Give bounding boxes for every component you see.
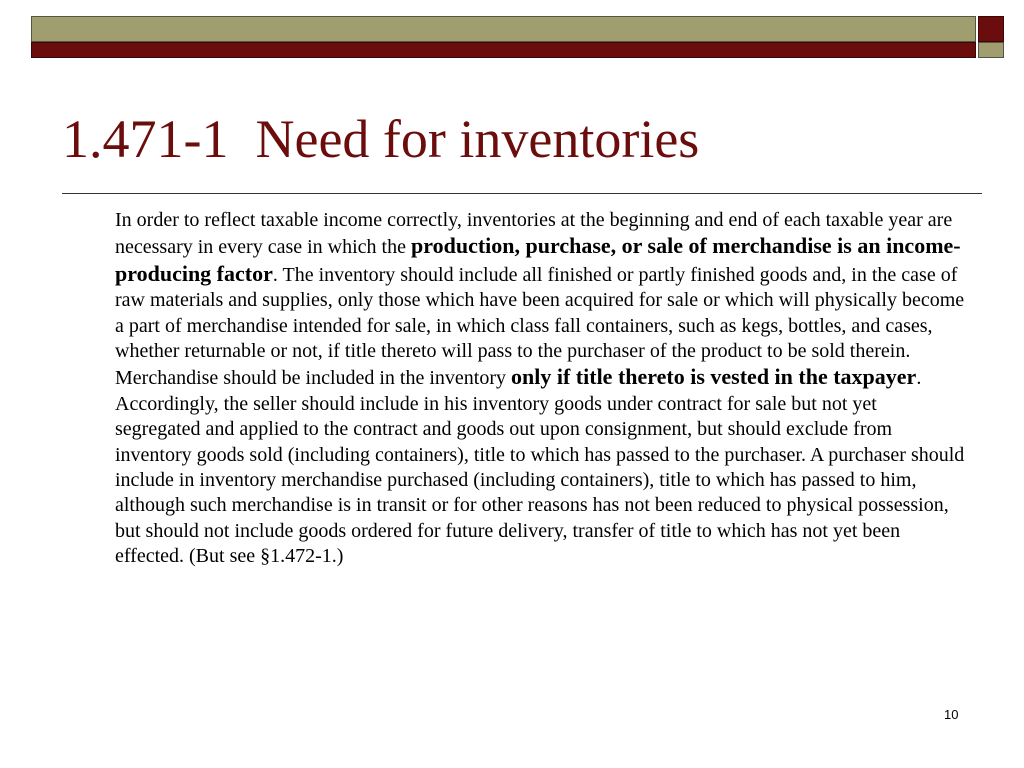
body-paragraph <box>115 208 965 570</box>
body-text-segment: In order to reflect taxable income correctly, inventories at the beginning and end of each taxable year are necessary in every case in which the <box>115 209 953 259</box>
body-text-segment: . Accordingly, the seller should include in his inventory goods under contract for sale but not yet segregated and applied to the contract and goods out upon consignment, but should exclude from inventory goods sold (including containers), title to which has passed to the purchaser. A purchaser should include in inventory merchandise purchased (including containers), title to which has passed to him, although such merchandise is in transit or for other reasons has not been reduced to physical possession, but should not include goods ordered for future delivery, transfer of title to which has not yet been effected. (But see §1.472-1.) <box>115 367 965 568</box>
slide-number: 10 <box>944 707 959 722</box>
header-bar-bottom <box>31 42 976 58</box>
body-emphasis-title-vested: only if title thereto is vested in the taxpayer <box>511 364 917 390</box>
corner-square-top <box>978 16 1004 42</box>
body-emphasis-production: production, purchase, or sale of merchandise is an income-producing factor <box>115 233 961 286</box>
corner-square-bottom <box>978 42 1004 58</box>
title-divider <box>62 193 982 194</box>
slide-title: 1.471-1 Need for inventories <box>62 109 700 169</box>
header-bar-top <box>31 16 976 42</box>
body-text-segment: . The inventory should include all finished or partly finished goods and, in the case of raw materials and supplies, only those which have been acquired for sale or which will physically become a part of merchandise intended for sale, in which class fall containers, such as kegs, bottles, and cases, whether returnable or not, if title thereto will pass to the purchaser of the product to be sold therein. Merchandise should be included in the inventory <box>115 263 965 390</box>
